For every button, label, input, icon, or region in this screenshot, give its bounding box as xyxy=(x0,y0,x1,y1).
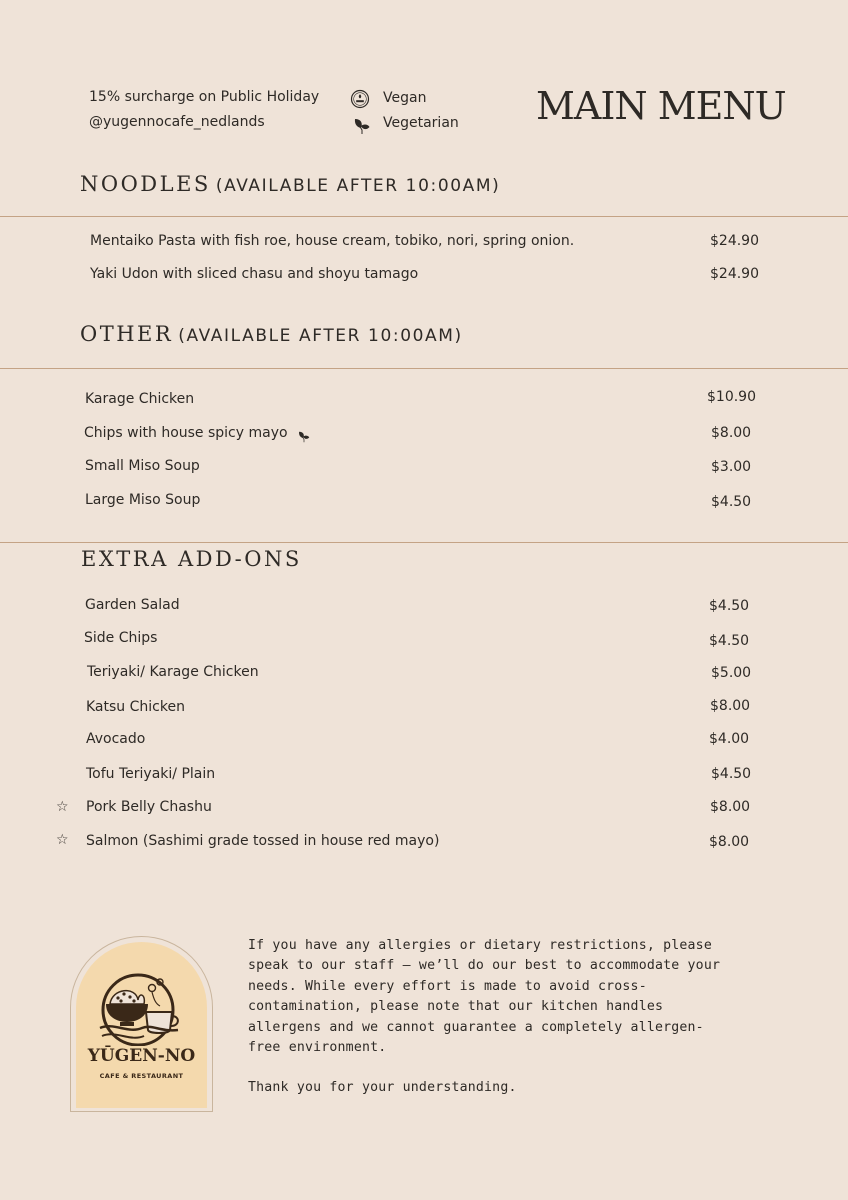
allergy-line: allergens and we cannot guarantee a completely allergen- xyxy=(248,1019,704,1035)
menu-item-name: Avocado xyxy=(86,731,146,747)
section-name: OTHER xyxy=(80,322,174,346)
menu-item-price: $5.00 xyxy=(711,665,752,681)
section-title-other xyxy=(80,322,463,346)
logo-subtitle: CAFE & RESTAURANT xyxy=(99,1072,184,1080)
menu-item-price: $10.90 xyxy=(707,389,756,405)
section-name: EXTRA ADD-ONS xyxy=(81,547,302,571)
section-title-addons xyxy=(81,547,302,571)
section-divider xyxy=(0,368,848,369)
menu-item-price: $4.00 xyxy=(709,731,750,747)
vegan-label: Vegan xyxy=(383,90,427,106)
rice-bowl-and-cup-logo-icon xyxy=(94,970,188,1046)
menu-item-name: Side Chips xyxy=(84,630,158,646)
menu-item-name: Salmon (Sashimi grade tossed in house red mayo) xyxy=(86,833,440,849)
allergy-line: free environment. xyxy=(248,1040,387,1056)
menu-item-price: $8.00 xyxy=(710,799,751,815)
menu-item-name: Karage Chicken xyxy=(85,391,195,407)
menu-item-name: Mentaiko Pasta with fish roe, house cream, tobiko, nori, spring onion. xyxy=(90,233,575,249)
menu-item-name: Small Miso Soup xyxy=(85,458,200,474)
allergy-line: If you have any allergies or dietary restrictions, please xyxy=(248,938,712,953)
section-availability: (AVAILABLE AFTER 10:00AM) xyxy=(178,326,463,346)
thanks-note: Thank you for your understanding. xyxy=(248,1080,517,1095)
section-availability: (AVAILABLE AFTER 10:00AM) xyxy=(215,176,501,196)
surcharge-note: 15% surcharge on Public Holiday xyxy=(89,89,320,105)
menu-item-price: $4.50 xyxy=(711,494,752,510)
menu-item-name: Yaki Udon with sliced chasu and shoyu tamago xyxy=(90,266,419,282)
star-icon: ☆ xyxy=(56,832,69,848)
section-name: NOODLES xyxy=(80,172,211,196)
allergy-line: needs. While every effort is made to avoid cross- xyxy=(248,978,647,994)
menu-item-name: Katsu Chicken xyxy=(86,699,185,715)
menu-item-price: $4.50 xyxy=(709,633,750,649)
menu-item-price: $8.00 xyxy=(709,834,750,850)
star-icon: ☆ xyxy=(56,799,69,815)
menu-item-name: Chips with house spicy mayo xyxy=(84,425,288,441)
allergy-line: speak to our staff — we’ll do our best to accommodate your xyxy=(248,958,721,974)
allergy-notice xyxy=(248,936,758,1058)
menu-item-price: $8.00 xyxy=(710,698,751,714)
menu-item-name: Pork Belly Chashu xyxy=(86,799,212,815)
allergy-line: contamination, please note that our kitchen handles xyxy=(248,999,664,1015)
menu-title: MAIN MENU xyxy=(536,84,786,128)
menu-item-price: $4.50 xyxy=(711,766,752,782)
menu-item-name: Garden Salad xyxy=(85,597,180,613)
vegan-badge-icon xyxy=(350,89,370,109)
vegetarian-label: Vegetarian xyxy=(383,115,459,131)
menu-item-price: $3.00 xyxy=(711,459,752,475)
menu-item-name: Teriyaki/ Karage Chicken xyxy=(87,664,259,680)
menu-item-name: Large Miso Soup xyxy=(85,492,201,508)
instagram-handle: @yugennocafe_nedlands xyxy=(89,114,265,130)
menu-item-price: $8.00 xyxy=(711,425,752,441)
leaf-icon xyxy=(297,428,311,442)
leaf-icon xyxy=(352,115,372,135)
menu-item-name: Tofu Teriyaki/ Plain xyxy=(86,766,216,782)
section-divider xyxy=(0,542,848,543)
section-title-noodles xyxy=(80,172,500,196)
section-divider xyxy=(0,216,848,217)
logo-name: YŪGEN-NO xyxy=(87,1046,196,1066)
menu-item-price: $24.90 xyxy=(710,266,759,282)
menu-item-price: $24.90 xyxy=(710,233,759,249)
menu-item-price: $4.50 xyxy=(709,598,750,614)
